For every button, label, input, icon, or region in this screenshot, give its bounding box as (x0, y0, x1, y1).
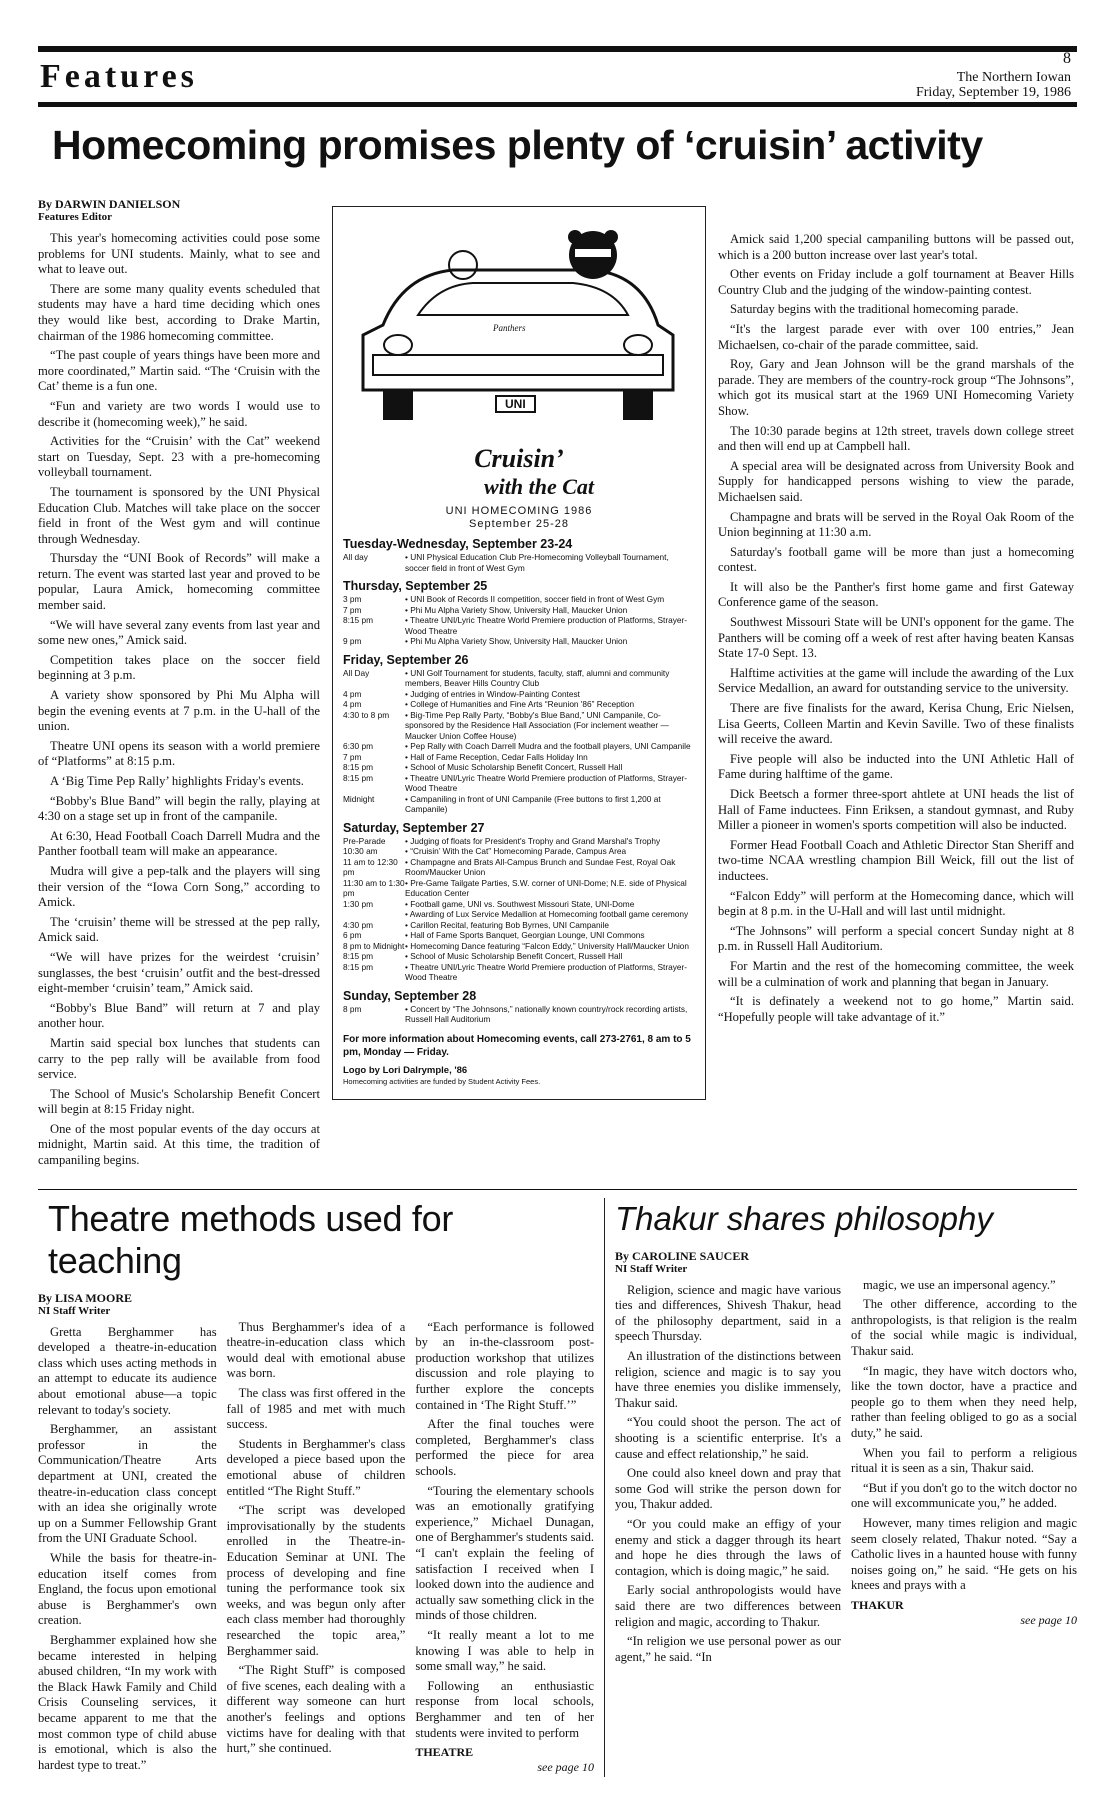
paragraph: “Bobby's Blue Band” will return at 7 and play another hour. (38, 1000, 320, 1031)
paragraph: One of the most popular events of the day occurs at midnight, Martin said. At this time, the tradition of campaniling begins. (38, 1121, 320, 1168)
paragraph: “But if you don't go to the witch doctor no one will excommunicate you,” he added. (851, 1480, 1077, 1511)
paragraph: The other difference, according to the anthropologists, is that religion is the realm of the social while magic is individual, Thakur said. (851, 1297, 1077, 1359)
event-description: • Hall of Fame Reception, Cedar Falls Holiday Inn (405, 751, 588, 762)
event-time: All day (343, 552, 368, 562)
thakur-headline: Thakur shares philosophy (615, 1199, 993, 1237)
issue-date: Friday, September 19, 1986 (915, 85, 1071, 100)
event-time: 6:30 pm (343, 741, 373, 751)
paragraph: While the basis for theatre-in-education itself comes from England, the focus upon emotional abuse is Berghammer's own creation. (38, 1550, 217, 1628)
paragraph: Berghammer, an assistant professor in the Communication/Theatre Arts department at UNI, created the theatre-in-education class concept with an idea she originally wrote up on a Summer Fellowship Grant from the UNI Graduate School. (38, 1422, 217, 1546)
theatre-column-2 (227, 1292, 406, 1761)
continued-link[interactable]: see page 10 (1020, 1612, 1077, 1627)
schedule-event (343, 846, 695, 857)
schedule-event (343, 1004, 695, 1025)
event-description: • Campaniling in front of UNI Campanile (Free buttons to first 1,200 at Campanile) (405, 793, 661, 814)
paragraph: Champagne and brats will be served in the Royal Oak Room of the Union beginning at 11:30 a.m. (718, 509, 1074, 540)
paragraph: The School of Music's Scholarship Benefit Concert will begin at 8:15 Friday night. (38, 1086, 320, 1117)
event-time: 8:15 pm (343, 615, 373, 625)
event-time: 3 pm (343, 594, 362, 604)
schedule-day-heading: Thursday, September 25 (343, 579, 488, 593)
paragraph: Thus Berghammer's idea of a theatre-in-education class which would deal with emotional abuse was born. (226, 1319, 406, 1381)
event-description: • Big-Time Pep Rally Party, “Bobby's Blue Band,” UNI Campanile, Co-sponsored by the Residence Hall Association (For inclement weather — Maucker Union Coffee House) (405, 709, 669, 741)
paragraph: Roy, Gary and Jean Johnson will be the grand marshals of the parade. They are members of the country-rock group “The Johnsons”, which got its musical start at the 1969 UNI Homecoming Variety Show. (718, 357, 1074, 418)
theatre-column-3 (415, 1292, 594, 1775)
paragraph: Martin said special box lunches that students can carry to the pep rally will be available from food service. (38, 1035, 320, 1082)
event-time: 7 pm (343, 604, 362, 615)
logo-credit: Logo by Lori Dalrymple, '86 (343, 1064, 468, 1076)
event-time: 8 pm (343, 1003, 362, 1014)
event-time: 4 pm (343, 688, 362, 699)
event-description: • School of Music Scholarship Benefit Concert, Russell Hall (405, 762, 623, 772)
byline-role: NI Staff Writer (615, 1262, 688, 1275)
paragraph: The class was first offered in the fall of 1985 and met with much success. (226, 1386, 406, 1432)
event-description: • School of Music Scholarship Benefit Concert, Russell Hall (405, 951, 623, 961)
event-time: Pre-Parade (343, 835, 386, 846)
schedule-title: UNI HOMECOMING 1986 (445, 505, 593, 517)
event-time: 8 pm to Midnight (343, 940, 405, 951)
event-description: • Theatre UNI/Lyric Theatre World Premiere production of Platforms, Strayer-Wood Theatre (405, 772, 688, 793)
theatre-headline: Theatre methods used for teaching (48, 1197, 454, 1281)
paragraph: Saturday's football game will be more than just a homecoming contest. (718, 544, 1074, 575)
paragraph: “In magic, they have witch doctors who, like the town doctor, have a practice and people go to them when they need help, rather than feeling obliged to go as a social duty,” he said. (851, 1363, 1077, 1440)
event-time: All Day (343, 667, 370, 678)
schedule-event (343, 615, 695, 636)
event-description: • Pep Rally with Coach Darrell Mudra and the football players, UNI Campanile (405, 741, 691, 751)
event-description: • Hall of Fame Sports Banquet, Georgian Lounge, UNI Commons (405, 930, 645, 940)
continued-link[interactable]: see page 10 (537, 1760, 595, 1775)
paragraph: “The script was developed improvisationally by the students enrolled in the Theatre-in-Education Seminar at UNI. The process of developing and fine tuning the performance took six weeks, and was begun only after each class member had thoroughly researched the topic area,” Berghammer said. (226, 1503, 406, 1658)
event-description: • Champagne and Brats All-Campus Brunch and Sundae Fest, Royal Oak Room/Maucker Union (405, 856, 676, 877)
paragraph: Students in Berghammer's class developed a piece based upon the emotional abuse of children entitled “The Right Stuff.” (226, 1436, 406, 1498)
paragraph: A variety show sponsored by Phi Mu Alpha will begin the evening events at 7 p.m. in the U-hall of the union. (38, 688, 320, 734)
event-time: 9 pm (343, 636, 362, 646)
paragraph: Berghammer explained how she became interested in helping abused children, “In my work with the Black Hawk Family and Child Crisis Counseling services, it became apparent to me that the most common type of child abuse is emotional, which is also the hardest type to treat.” (38, 1632, 217, 1772)
paragraph: There are some many quality events scheduled that students may have a hard time deciding which ones they would like best, according to Drake Martin, chairman of the 1986 homecoming committee. (38, 281, 320, 343)
schedule-event (343, 752, 695, 763)
theatre-column-1 (38, 1292, 217, 1778)
event-description: • UNI Book of Records II competition, soccer field in front of West Gym (405, 594, 665, 604)
schedule-dates: September 25-28 (469, 518, 569, 530)
jump-label: THEATRE (415, 1745, 474, 1760)
paragraph: “Each performance is followed by an in-the-classroom post-production workshop that utilizes discussion and role playing to further explore the concepts contained in ‘The Right Stuff.’” (415, 1319, 595, 1412)
schedule-event (343, 594, 695, 605)
byline: By LISA MOORE (38, 1290, 133, 1305)
schedule-event (343, 909, 695, 920)
schedule-event (343, 930, 695, 941)
event-time: 4 pm (343, 699, 362, 709)
logo-line-1: Cruisin’ (474, 444, 564, 473)
byline-role: Features Editor (38, 211, 113, 223)
event-description: • Theatre UNI/Lyric Theatre World Premiere production of Platforms, Strayer-Wood Theatre (405, 961, 688, 982)
event-time (343, 909, 405, 920)
paragraph: Following an enthusiastic response from local schools, Berghammer and ten of her students were invited to perform (415, 1678, 595, 1740)
masthead (38, 0, 1077, 110)
schedule-event (343, 857, 695, 878)
schedule-day-heading: Saturday, September 27 (343, 820, 485, 835)
article-column-3 (718, 198, 1074, 1029)
byline: By DARWIN DANIELSON (38, 197, 181, 211)
event-description: • Awarding of Lux Service Medallion at Homecoming football game ceremony (405, 909, 689, 919)
paragraph: “Bobby's Blue Band” will begin the rally, playing at 4:30 on a stage set up in front of the campanile. (38, 793, 320, 824)
paragraph: Amick said 1,200 special campaniling buttons will be passed out, which is a 200 button increase over last year's total. (718, 232, 1074, 262)
paragraph: Thursday the “UNI Book of Records” will make a return. The event was started last year and proved to be popular, Laura Amick, homecoming committee member said. (38, 551, 320, 613)
logo-line-2: with the Cat (483, 474, 595, 499)
paragraph: “You could shoot the person. The act of shooting is a scientific enterprise. It's a cause and effect relationship,” he said. (615, 1415, 841, 1461)
event-time: Midnight (343, 793, 375, 804)
more-info: For more information about Homecoming events, call 273-2761, 8 am to 5 pm, Monday — Friday. (343, 1033, 691, 1058)
article-column-1 (38, 198, 320, 1173)
event-description: • Concert by “The Johnsons,” nationally known country/rock recording artists, Russell Hall Auditorium (405, 1003, 688, 1024)
paragraph: magic, we use an impersonal agency.” (863, 1277, 1056, 1292)
event-time: 11 am to 12:30 pm (343, 856, 398, 877)
paragraph: “In religion we use personal power as our agent,” he said. “In (615, 1634, 841, 1664)
paragraph: There are five finalists for the award, Kerisa Chung, Eric Nielsen, Lisa Geerts, Colleen Martin and Kevin Saville. Two of these finalists will receive the award. (718, 701, 1074, 747)
event-time: 4:30 pm (343, 919, 373, 930)
event-description: • Pre-Game Tailgate Parties, S.W. corner of UNI-Dome; N.E. side of Physical Education Center (405, 877, 687, 898)
schedule-event (343, 636, 695, 647)
funding-note: Homecoming activities are funded by Student Activity Fees. (343, 1076, 541, 1086)
cruisin-logo (343, 445, 695, 501)
paragraph: Early social anthropologists would have said there are two differences between religion and magic, according to Thakur. (615, 1583, 841, 1629)
event-description: • UNI Golf Tournament for students, faculty, staff, alumni and community members, Beaver Hills Country Club (405, 667, 670, 688)
paragraph: Former Head Football Coach and Athletic Director Stan Sheriff and two-time NCAA wrestling champion Bill Weick, fill out the list of inductees. (718, 837, 1074, 883)
schedule-event (343, 920, 695, 931)
thakur-article (604, 1198, 1077, 1778)
event-description: • Homecoming Dance featuring “Falcon Eddy,” University Hall/Maucker Union (405, 940, 690, 951)
event-time: 6 pm (343, 930, 362, 940)
event-time: 11:30 am to 1:30 pm (343, 877, 405, 898)
paragraph: Religion, science and magic have various ties and differences, Shivesh Thakur, head of the philosophy department, said in a speech Thursday. (615, 1282, 841, 1344)
paragraph: Dick Beetsch a former three-sport ahtlete at UNI heads the list of Hall of Fame inductees. Finn Eriksen, a standout gymnast, and Ruby Miller a pioneer in women's sports competition will also be inducted. (718, 787, 1074, 833)
paragraph: “We will have several zany events from last year and some new ones,” Amick said. (38, 617, 320, 648)
paragraph: The tournament is sponsored by the UNI Physical Education Club. Matches will take place on the soccer field in front of the West gym and will continue through Wednesday. (38, 484, 320, 546)
car-illustration (343, 215, 695, 445)
masthead-info (916, 70, 1071, 100)
paragraph: “The Right Stuff” is composed of five scenes, each dealing with a different way someone can hurt another's feelings and options victims have for dealing with that hurt,” she continued. (226, 1663, 406, 1756)
paragraph: It will also be the Panther's first home game and first Gateway Conference game of the season. (718, 579, 1074, 610)
schedule-event (343, 773, 695, 794)
event-description: • Carillon Recital, featuring Bob Byrnes, UNI Campanile (405, 919, 609, 930)
schedule-day-heading: Sunday, September 28 (343, 988, 477, 1003)
car-script: Panthers (493, 323, 526, 333)
schedule-event (343, 710, 695, 742)
schedule-day-heading: Tuesday-Wednesday, September 23-24 (343, 537, 573, 551)
paragraph: A special area will be designated across from University Book and Supply for handicapped persons wishing to view the parade, Michaelsen said. (718, 458, 1074, 504)
schedule-event (343, 605, 695, 616)
paragraph: Competition takes place on the soccer field beginning at 3 p.m. (38, 652, 320, 683)
paragraph: Gretta Berghammer has developed a theatre-in-education class which uses acting methods in an attempt to educate its audience about emotional abuse—a topic relevant to today's society. (38, 1324, 217, 1417)
thakur-column-1 (615, 1250, 841, 1670)
event-time: 8:15 pm (343, 762, 373, 772)
paragraph: Other events on Friday include a golf tournament at Beaver Hills Country Club and the judging of the window-painting contest. (718, 267, 1074, 297)
schedule-event (343, 552, 695, 573)
theatre-columns (38, 1292, 594, 1778)
paragraph: At 6:30, Head Football Coach Darrell Mudra and the Panther football team will make an appearance. (38, 828, 320, 859)
theatre-article (38, 1198, 604, 1778)
paragraph: Halftime activities at the game will include the awarding of the Lux Service Medallion, an award for outstanding service to the university. (718, 665, 1074, 696)
homecoming-schedule-box (332, 206, 706, 1100)
event-description: • Judging of entries in Window-Painting Contest (405, 688, 580, 699)
schedule-event (343, 689, 695, 700)
paragraph: When you fail to perform a religious ritual it is seen as a sin, Thakur said. (851, 1445, 1077, 1476)
schedule-event (343, 668, 695, 689)
event-description: • Phi Mu Alpha Variety Show, University Hall, Maucker Union (405, 604, 628, 615)
schedule-event (343, 762, 695, 773)
paragraph: The ‘cruisin’ theme will be stressed at the pep rally, Amick said. (38, 914, 320, 945)
page-number: 8 (1063, 50, 1071, 67)
event-time: 10:30 am (343, 846, 378, 856)
schedule-event (343, 794, 695, 815)
paragraph: The 10:30 parade begins at 12th street, travels down college street and then will end up at Campbell hall. (718, 423, 1074, 454)
paragraph: “The Johnsons” will perform a special concert Sunday night at 8 p.m. in Russell Hall Auditorium. (718, 923, 1074, 954)
event-description: • UNI Physical Education Club Pre-Homecoming Volleyball Tournament, soccer field in front of West Gym (405, 552, 669, 573)
section-title: Features (40, 58, 198, 95)
main-article (38, 198, 1077, 1173)
schedule-event (343, 962, 695, 983)
paragraph: A ‘Big Time Pep Rally’ highlights Friday's events. (50, 774, 304, 788)
paragraph: “Touring the elementary schools was an emotionally gratifying experience,” Michael Dunagan, one of Berghammer's students said. “I can't explain the feeling of satisfaction I received when I looked down into the audience and actually saw something click in the minds of those children. (415, 1483, 595, 1623)
paragraph: Activities for the “Cruisin’ with the Cat” weekend start on Tuesday, Sept. 23 with a pre-homecoming volleyball tournament. (38, 434, 320, 480)
thakur-columns (615, 1250, 1077, 1670)
top-rule (38, 46, 1077, 52)
paragraph: Five people will also be inducted into the UNI Athletic Hall of Fame during halftime of the game. (718, 751, 1074, 782)
event-time: 8:15 pm (343, 961, 373, 972)
paragraph: “We will have prizes for the weirdest ‘cruisin’ sunglasses, the best ‘cruisin’ outfit and the best-dressed eight-member ‘cruisin’ team,” Amick said. (38, 949, 320, 996)
event-description: • Theatre UNI/Lyric Theatre World Premiere production of Platforms, Strayer-Wood Theatre (405, 615, 688, 636)
paragraph: “Fun and variety are two words I would use to describe it (homecoming week),” he said. (38, 398, 320, 429)
paragraph: “Or you could make an effigy of your enemy and stick a dagger through its heart and hope he dies through the laws of contagion, which is doing magic,” he said. (615, 1516, 841, 1578)
byline-role: NI Staff Writer (38, 1304, 111, 1317)
event-description: • Phi Mu Alpha Variety Show, University Hall, Maucker Union (405, 636, 628, 646)
event-description: • Judging of floats for President's Trophy and Grand Marshal's Trophy (405, 835, 661, 846)
schedule-event (343, 941, 695, 952)
schedule-event (343, 836, 695, 847)
schedule-event (343, 741, 695, 752)
paragraph: This year's homecoming activities could pose some problems for UNI students. Mainly, what to see and what to leave out. (38, 231, 320, 277)
event-description: • “Cruisin’ With the Cat” Homecoming Parade, Campus Area (405, 846, 627, 856)
paper-name: The Northern Iowan (956, 70, 1071, 85)
event-time: 8:15 pm (343, 772, 373, 783)
event-description: • Football game, UNI vs. Southwest Missouri State, UNI-Dome (405, 898, 635, 909)
paragraph: “It really meant a lot to me knowing I was able to help in some small way,” he said. (415, 1627, 595, 1674)
schedule-event (343, 699, 695, 710)
thakur-column-2 (851, 1250, 1077, 1628)
paragraph: “Falcon Eddy” will perform at the Homecoming dance, which will begin at 8 p.m. in the U-Hall and will last until midnight. (718, 888, 1074, 919)
event-time: 4:30 to 8 pm (343, 709, 390, 720)
event-time: 7 pm (343, 751, 362, 762)
paragraph: Southwest Missouri State will be UNI's opponent for the game. The Panthers will be coming off a week of rest after having beaten Kansas State 17-0 Sept. 13. (718, 615, 1074, 661)
paragraph: “The past couple of years things have been more and more coordinated,” Martin said. “The ‘Cruisin with the Cat’ theme is a fun one. (38, 348, 320, 394)
paragraph: Theatre UNI opens its season with a world premiere of “Platforms” at 8:15 p.m. (38, 738, 320, 769)
schedule-day-heading: Friday, September 26 (343, 652, 469, 667)
main-headline: Homecoming promises plenty of ‘cruisin’ activity (52, 122, 983, 168)
schedule-event (343, 951, 695, 962)
paragraph: However, many times religion and magic seem closely related, Thakur noted. “Say a Catholic lives in a haunted house with funny noises going on,” he said. “He gets on his knees and prays with a (851, 1515, 1077, 1593)
header-rule (38, 102, 1077, 107)
schedule-event (343, 878, 695, 899)
jump-label: THAKUR (851, 1597, 904, 1612)
paragraph: “It is definately a weekend not to go home,” Martin said. “Hopefully people will take advantage of it.” (718, 994, 1074, 1024)
paragraph: For Martin and the rest of the homecoming committee, the week will be a culmination of work and planning that began in January. (718, 958, 1074, 989)
bottom-section (38, 1189, 1077, 1778)
event-description: • College of Humanities and Fine Arts “Reunion '86” Reception (405, 699, 635, 709)
schedule-days (343, 537, 695, 1025)
event-time: 8:15 pm (343, 951, 373, 961)
paragraph: Saturday begins with the traditional homecoming parade. (730, 302, 1019, 317)
paragraph: Mudra will give a pep-talk and the players will sing their version of the “Iowa Corn Song,” according to Amick. (38, 863, 320, 910)
schedule-event (343, 899, 695, 910)
paragraph: One could also kneel down and pray that some God will strike the person down for you, Thakur added. (615, 1466, 841, 1512)
byline: By CAROLINE SAUCER (615, 1248, 750, 1263)
paragraph: After the final touches were completed, Berghammer's class performed the piece for area schools. (415, 1417, 595, 1478)
license-plate: UNI (495, 395, 536, 413)
paragraph: An illustration of the distinctions between religion, science and magic is to say you have three enemies you dislike immensely, Thakur said. (615, 1349, 841, 1410)
event-time: 1:30 pm (343, 898, 373, 909)
paragraph: “It's the largest parade ever with over 100 entries,” Jean Michaelsen, co-chair of the parade committee, said. (718, 321, 1074, 352)
